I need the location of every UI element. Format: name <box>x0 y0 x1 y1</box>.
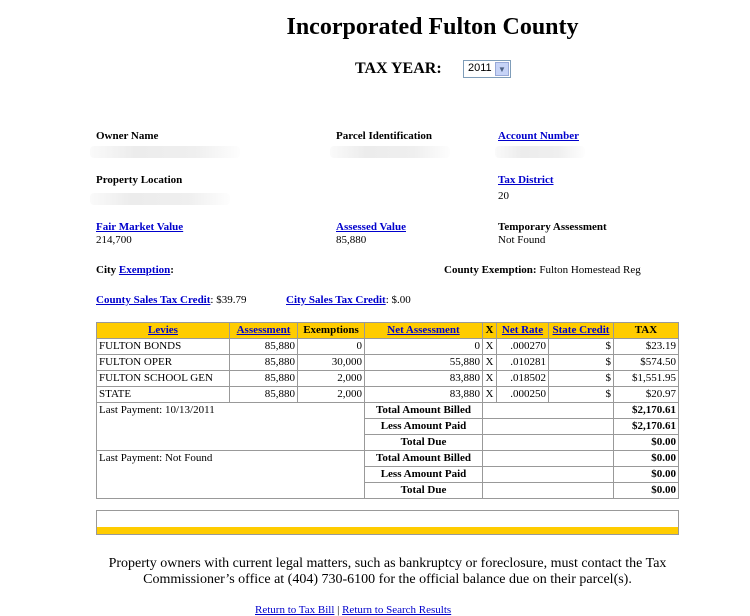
total-due-value: $0.00 <box>614 435 679 451</box>
county-sales-tax-credit <box>96 294 246 306</box>
summary-row-billed <box>97 403 679 419</box>
net-assessment-cell: 0 <box>365 339 483 355</box>
total-due-value: $0.00 <box>614 483 679 499</box>
last-payment: Last Payment: 10/13/2011 <box>97 403 365 451</box>
amount-paid-label: Less Amount Paid <box>365 419 483 435</box>
tax-year-select[interactable] <box>463 60 511 78</box>
county-sales-tax-credit-value: : $39.79 <box>210 294 247 306</box>
legal-notice: Property owners with current legal matters, such as bankruptcy or foreclosure, must contact the Tax Commissioner’s office at (404) 730-6100 for the official balance due on their parcel(s). <box>108 556 667 587</box>
account-number-redacted <box>495 146 585 158</box>
exemptions-cell: 30,000 <box>298 355 365 371</box>
net-rate-cell: .010281 <box>497 355 549 371</box>
owner-name-redacted <box>90 146 240 158</box>
last-payment: Last Payment: Not Found <box>97 451 365 499</box>
tax-district-link[interactable]: Tax District <box>498 174 554 186</box>
property-location-redacted <box>90 193 230 205</box>
exemptions-cell: 0 <box>298 339 365 355</box>
tax-district-value: 20 <box>498 190 509 202</box>
net-assessment-header-link[interactable]: Net Assessment <box>387 324 460 336</box>
city-label: City <box>96 264 117 276</box>
net-assessment-cell: 83,880 <box>365 387 483 403</box>
table-row <box>97 371 679 387</box>
county-exemption <box>444 264 641 276</box>
amount-paid-value: $2,170.61 <box>614 419 679 435</box>
city-sales-tax-credit-link[interactable]: City Sales Tax Credit <box>286 294 386 306</box>
assessment-cell: 85,880 <box>230 339 298 355</box>
state-credit-cell: $ <box>549 355 614 371</box>
state-credit-cell: $ <box>549 387 614 403</box>
city-sales-tax-credit <box>286 294 411 306</box>
county-sales-tax-credit-link[interactable]: County Sales Tax Credit <box>96 294 211 306</box>
city-sales-tax-credit-value: : $.00 <box>385 294 411 306</box>
exemptions-header: Exemptions <box>298 323 365 339</box>
net-rate-cell: .000270 <box>497 339 549 355</box>
tax-year-label: TAX YEAR: <box>355 60 442 77</box>
exemptions-cell: 2,000 <box>298 371 365 387</box>
total-billed-label: Total Amount Billed <box>365 403 483 419</box>
x-header: X <box>483 323 497 339</box>
state-credit-header-link[interactable]: State Credit <box>552 324 610 336</box>
levies-header-link[interactable]: Levies <box>148 324 178 336</box>
tax-cell: $20.97 <box>614 387 679 403</box>
fair-market-value-link[interactable]: Fair Market Value <box>96 221 184 233</box>
state-credit-cell: $ <box>549 371 614 387</box>
tax-cell: $1,551.95 <box>614 371 679 387</box>
return-to-search-results-link[interactable]: Return to Search Results <box>342 604 452 616</box>
total-billed-value: $0.00 <box>614 451 679 467</box>
net-rate-cell: .000250 <box>497 387 549 403</box>
x-cell: X <box>483 339 497 355</box>
levy-table <box>96 322 679 499</box>
city-exemption: City Exemption: <box>96 264 174 276</box>
net-assessment-cell: 55,880 <box>365 355 483 371</box>
x-cell: X <box>483 387 497 403</box>
temp-assessment-value: Not Found <box>498 234 546 246</box>
table-header-row <box>97 323 679 339</box>
parcel-id-redacted <box>330 146 450 158</box>
state-credit-cell: $ <box>549 339 614 355</box>
county-exemption-value: Fulton Homestead Reg <box>539 264 641 276</box>
amount-paid-value: $0.00 <box>614 467 679 483</box>
levy-name: STATE <box>97 387 230 403</box>
exemptions-cell: 2,000 <box>298 387 365 403</box>
table-row <box>97 339 679 355</box>
assessment-cell: 85,880 <box>230 355 298 371</box>
chevron-down-icon[interactable]: ▼ <box>495 62 509 76</box>
table-row <box>97 387 679 403</box>
assessed-value: 85,880 <box>336 234 367 246</box>
total-due-label: Total Due <box>365 435 483 451</box>
exemption-link[interactable]: Exemption <box>118 264 171 276</box>
total-billed-label: Total Amount Billed <box>365 451 483 467</box>
assessed-value-link[interactable]: Assessed Value <box>336 221 406 233</box>
total-due-label: Total Due <box>365 483 483 499</box>
net-rate-cell: .018502 <box>497 371 549 387</box>
tax-cell: $574.50 <box>614 355 679 371</box>
assessment-header-link[interactable]: Assessment <box>236 324 291 336</box>
x-cell: X <box>483 371 497 387</box>
tax-cell: $23.19 <box>614 339 679 355</box>
owner-name-label: Owner Name <box>96 130 159 142</box>
total-billed-value: $2,170.61 <box>614 403 679 419</box>
account-number-link[interactable]: Account Number <box>498 130 579 142</box>
page-title: Incorporated Fulton County <box>286 14 579 40</box>
county-exemption-label: County Exemption: <box>444 264 537 276</box>
table-row <box>97 355 679 371</box>
temp-assessment-label: Temporary Assessment <box>498 221 607 233</box>
levy-name: FULTON SCHOOL GEN <box>97 371 230 387</box>
assessment-cell: 85,880 <box>230 371 298 387</box>
table-footer-bar <box>96 510 679 535</box>
assessment-cell: 85,880 <box>230 387 298 403</box>
x-cell: X <box>483 355 497 371</box>
summary2-row-billed <box>97 451 679 467</box>
levy-name: FULTON OPER <box>97 355 230 371</box>
net-rate-header-link[interactable]: Net Rate <box>501 324 544 336</box>
parcel-id-label: Parcel Identification <box>336 130 433 142</box>
property-location-label: Property Location <box>96 174 183 186</box>
tax-header: TAX <box>614 323 679 339</box>
net-assessment-cell: 83,880 <box>365 371 483 387</box>
fair-market-value: 214,700 <box>96 234 132 246</box>
levy-name: FULTON BONDS <box>97 339 230 355</box>
bottom-links: Return to Tax Bill | Return to Search Results <box>255 604 452 616</box>
tax-year-value: 2011 <box>468 62 492 74</box>
amount-paid-label: Less Amount Paid <box>365 467 483 483</box>
return-to-tax-bill-link[interactable]: Return to Tax Bill <box>255 604 335 616</box>
